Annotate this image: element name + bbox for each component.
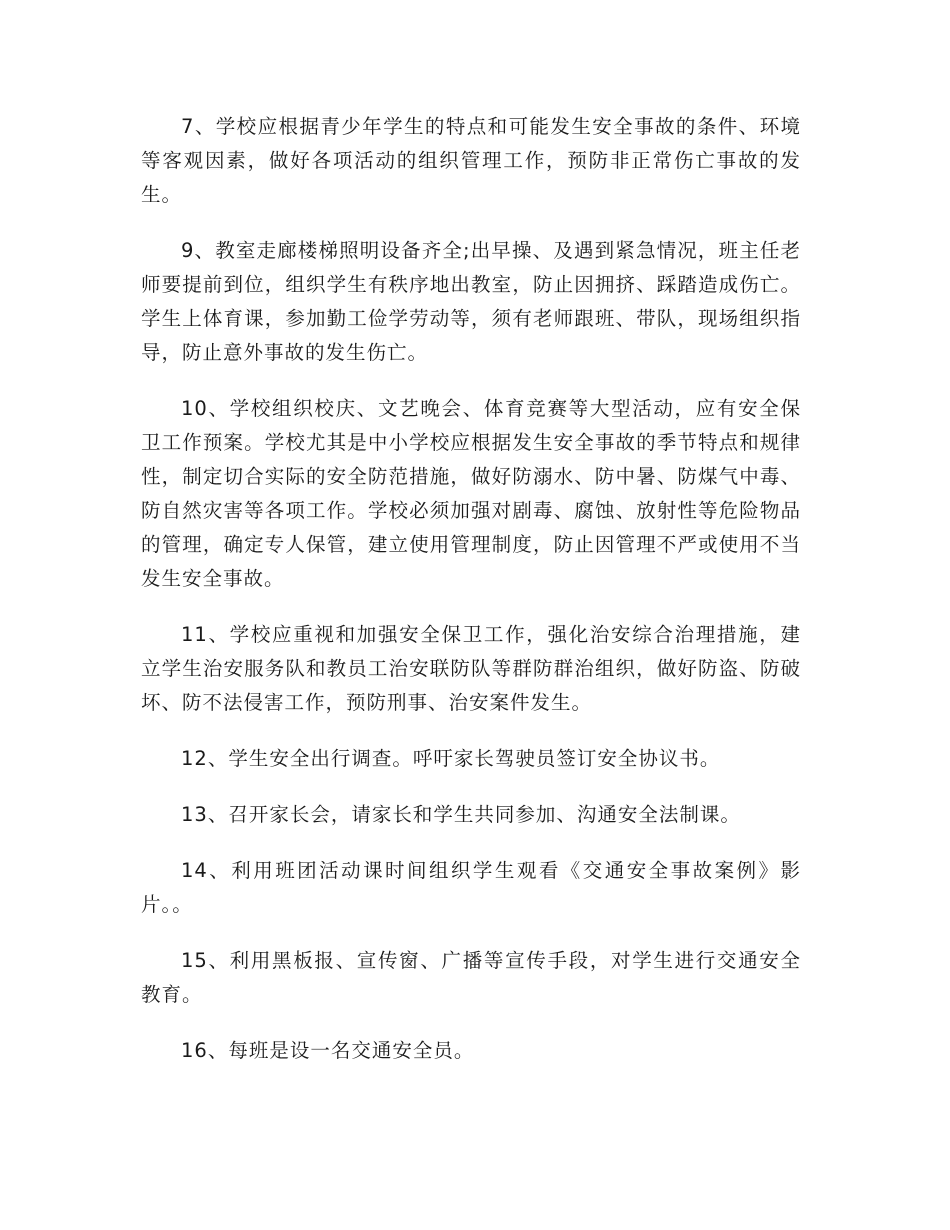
- paragraph-item-16: 16、每班是设一名交通安全员。: [181, 1039, 475, 1062]
- paragraph-item-14: 14、利用班团活动课时间组织学生观看《交通安全事故案例》影片。。: [141, 859, 801, 916]
- paragraph-item-7: 7、学校应根据青少年学生的特点和可能发生安全事故的条件、环境等客观因素，做好各项活动的组织管理工作，预防非正常伤亡事故的发生。: [141, 115, 801, 206]
- document-body: [141, 110, 801, 1090]
- paragraph-item-9: 9、教室走廊楼梯照明设备齐全;出早操、及遇到紧急情况，班主任老师要提前到位，组织学生有秩序地出教室，防止因拥挤、踩踏造成伤亡。学生上体育课，参加勤工俭学劳动等，须有老师跟班、带队，现场组织指导，防止意外事故的发生伤亡。: [141, 239, 801, 364]
- paragraph-item-15: 15、利用黑板报、宣传窗、广播等宣传手段，对学生进行交通安全教育。: [141, 949, 801, 1006]
- paragraph-item-13: 13、召开家长会，请家长和学生共同参加、沟通安全法制课。: [181, 803, 741, 826]
- paragraph-item-11: 11、学校应重视和加强安全保卫工作，强化治安综合治理措施，建立学生治安服务队和教员工治安联防队等群防群治组织，做好防盗、防破坏、防不法侵害工作，预防刑事、治安案件发生。: [141, 623, 801, 714]
- paragraph-item-12: 12、学生安全出行调查。呼吁家长驾驶员签订安全协议书。: [181, 747, 721, 770]
- paragraph-item-10: 10、学校组织校庆、文艺晚会、体育竞赛等大型活动，应有安全保卫工作预案。学校尤其是中小学校应根据发生安全事故的季节特点和规律性，制定切合实际的安全防范措施，做好防溺水、防中暑、防煤气中毒、防自然灾害等各项工作。学校必须加强对剧毒、腐蚀、放射性等危险物品的管理，确定专人保管，建立使用管理制度，防止因管理不严或使用不当发生安全事故。: [141, 397, 801, 590]
